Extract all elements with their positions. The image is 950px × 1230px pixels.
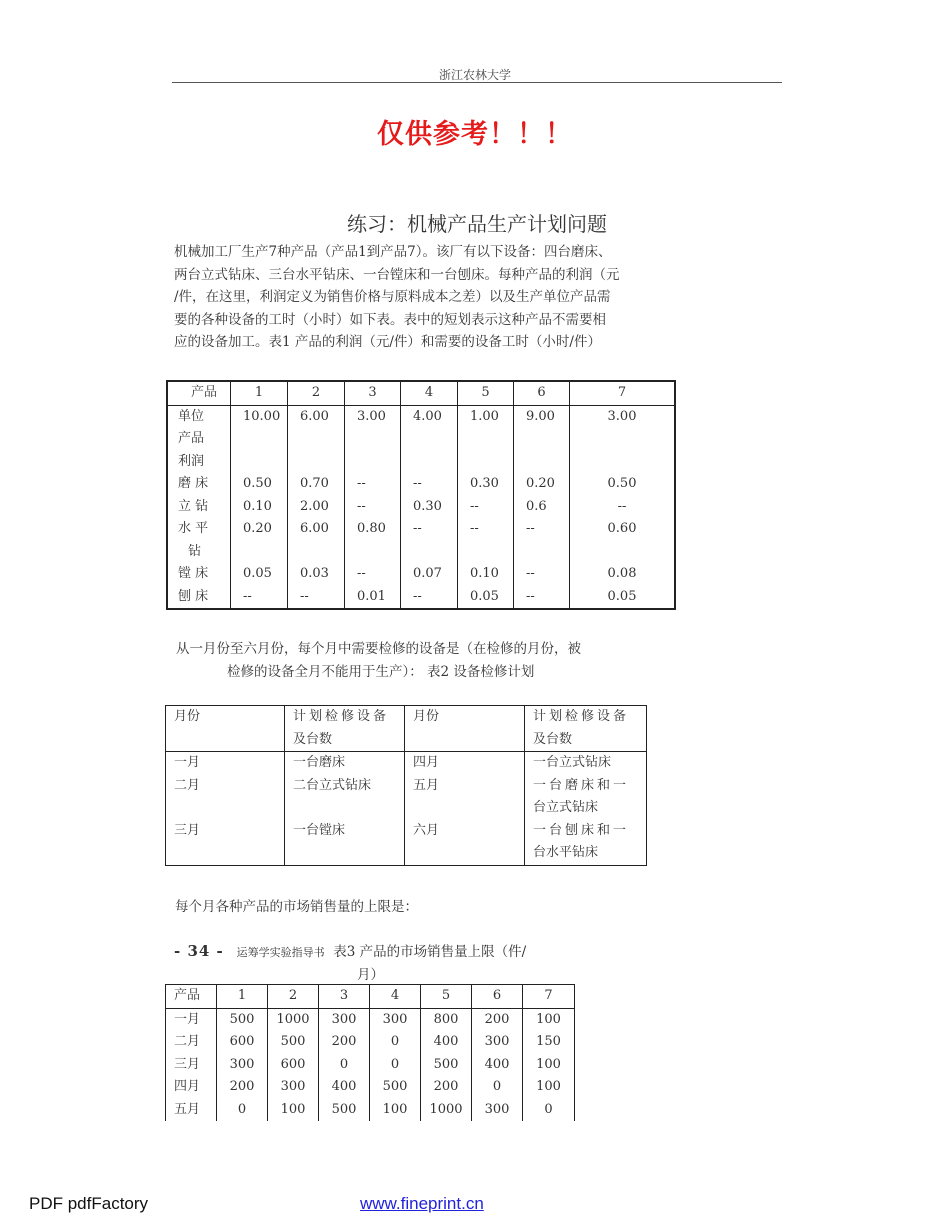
table-cell: 400: [421, 1031, 472, 1054]
table-cell: 六月: [405, 820, 525, 866]
table-cell: 三月: [174, 822, 201, 838]
page-number: - 34 -: [174, 942, 224, 960]
column-header: 月份: [405, 706, 525, 752]
table-cell: 500: [217, 1008, 268, 1031]
table-row: [166, 820, 647, 866]
table-cell: 0.20: [231, 518, 288, 563]
column-header: 3: [345, 381, 401, 405]
row-label: 镗 床: [178, 566, 209, 581]
table-cell: 0.05: [231, 563, 288, 586]
table-cell: 0: [370, 1054, 421, 1077]
table-row: [167, 496, 675, 519]
row-label: 二月: [174, 1034, 201, 1049]
column-header: 计划检修设备 及台数: [285, 706, 405, 752]
table-cell: --: [458, 496, 514, 519]
table-cell: 300: [217, 1054, 268, 1077]
column-header: 5: [421, 985, 472, 1009]
table-cell: 0.80: [345, 518, 401, 563]
table-cell: 一月: [174, 755, 201, 770]
table-cell: 100: [370, 1099, 421, 1122]
table-cell: --: [345, 473, 401, 496]
table-cell: 300: [472, 1031, 523, 1054]
column-header: 3: [319, 985, 370, 1009]
table-cell: 600: [268, 1054, 319, 1077]
table-cell: 2.00: [288, 496, 345, 519]
row-label: 立 钻: [178, 498, 209, 514]
table-cell: 1.00: [458, 405, 514, 473]
table-cell: 500: [370, 1076, 421, 1099]
table-cell: 6.00: [288, 518, 345, 563]
table-cell: 6.00: [288, 405, 345, 473]
table-cell: --: [458, 518, 514, 563]
table-cell: 一台磨床: [285, 752, 405, 775]
column-header: 计划检修设备 及台数: [525, 706, 647, 752]
table-cell: --: [401, 586, 458, 610]
column-header: 2: [268, 985, 319, 1009]
table-cell: 100: [268, 1099, 319, 1122]
column-header: 6: [514, 381, 570, 405]
table-cell: 0: [370, 1031, 421, 1054]
page-footer-line: [174, 940, 526, 960]
maintenance-text-line: 从一月份至六月份，每个月中需要检修的设备是（在检修的月份，被: [176, 641, 581, 657]
table-cell: --: [570, 496, 676, 519]
table-cell: 10.00: [231, 405, 288, 473]
table-cell: 0.01: [345, 586, 401, 610]
table-cell: 0.05: [458, 586, 514, 610]
table-cell: 4.00: [401, 405, 458, 473]
column-header: 2: [288, 381, 345, 405]
table-cell: 五月: [405, 775, 525, 820]
table-cell: 0: [217, 1099, 268, 1122]
table-row: [167, 518, 675, 563]
table-cell: 100: [523, 1076, 575, 1099]
table-cell: 1000: [421, 1099, 472, 1122]
intro-line: 两台立式钻床、三台水平钻床、一台镗床和一台刨床。每种产品的利润（元: [174, 266, 620, 283]
table-cell: 0.6: [514, 496, 570, 519]
profit-and-hours-table: [166, 380, 676, 610]
table-cell: 0.07: [401, 563, 458, 586]
sales-intro: 每个月各种产品的市场销售量的上限是：: [175, 899, 418, 915]
table-cell: 200: [319, 1031, 370, 1054]
table-cell: 一台立式钻床: [525, 752, 647, 775]
table-cell: 0.05: [570, 586, 676, 610]
intro-paragraph: [174, 241, 674, 354]
table-header-row: [167, 381, 675, 405]
table-cell: 300: [472, 1099, 523, 1122]
table-cell: 100: [523, 1008, 575, 1031]
table-cell: 400: [472, 1054, 523, 1077]
reference-notice: 仅供参考！！！: [377, 119, 573, 150]
table-cell: 0.03: [288, 563, 345, 586]
table-cell: 0.08: [570, 563, 676, 586]
table-cell: 500: [319, 1099, 370, 1122]
table-cell: --: [231, 586, 288, 610]
sales-limit-table: [165, 984, 575, 1121]
table-row: [166, 752, 647, 775]
maintenance-text-line: 检修的设备全月不能用于生产）： 表2 设备检修计划: [227, 664, 535, 680]
column-header: 4: [370, 985, 421, 1009]
table-row: [167, 405, 675, 473]
table-cell: 150: [523, 1031, 575, 1054]
table-row: [166, 1054, 575, 1077]
table-cell: --: [514, 563, 570, 586]
table-header-row: [166, 985, 575, 1009]
table-row: [167, 586, 675, 610]
page-header: 浙江农林大学: [438, 68, 511, 82]
table-cell: 1000: [268, 1008, 319, 1031]
table-cell: 300: [319, 1008, 370, 1031]
table-row: [166, 1031, 575, 1054]
table-cell: --: [288, 586, 345, 610]
table-cell: 0.30: [458, 473, 514, 496]
column-header: 7: [523, 985, 575, 1009]
table-cell: --: [514, 518, 570, 563]
table-row: [166, 1099, 575, 1122]
table-cell: --: [401, 473, 458, 496]
table-cell: 9.00: [514, 405, 570, 473]
table-cell: 500: [268, 1031, 319, 1054]
table-cell: 200: [421, 1076, 472, 1099]
column-header: 月份: [166, 706, 285, 752]
table-cell: 0.30: [401, 496, 458, 519]
table-cell: 300: [268, 1076, 319, 1099]
row-label: 一月: [174, 1011, 201, 1027]
header-divider: [172, 82, 782, 83]
table-cell: 0.60: [570, 518, 676, 563]
table-cell: 一台刨床和一 台水平钻床: [525, 820, 647, 866]
table-row: [167, 563, 675, 586]
column-header: 1: [231, 381, 288, 405]
table-cell: 0.10: [231, 496, 288, 519]
table-row: [166, 775, 647, 820]
table-cell: 800: [421, 1008, 472, 1031]
column-header: 6: [472, 985, 523, 1009]
table-cell: 300: [370, 1008, 421, 1031]
intro-line: 机械加工厂生产7种产品（产品1到产品7）。该厂有以下设备：四台磨床、: [174, 244, 612, 260]
table-row: [166, 1076, 575, 1099]
table-cell: 0: [319, 1054, 370, 1077]
intro-line: /件，在这里，利润定义为销售价格与原料成本之差）以及生产单位产品需: [174, 289, 611, 305]
table-cell: 500: [421, 1054, 472, 1077]
table-row: [166, 1008, 575, 1031]
row-label: 刨 床: [178, 588, 209, 604]
table-cell: 0.20: [514, 473, 570, 496]
fineprint-link[interactable]: www.fineprint.cn: [360, 1194, 484, 1213]
table-corner-cell: 产品: [167, 381, 231, 405]
table-cell: 0.50: [570, 473, 676, 496]
table-cell: --: [345, 496, 401, 519]
row-label: 五月: [174, 1101, 201, 1117]
row-label: 磨 床: [178, 476, 209, 491]
table-corner-cell: 产品: [166, 985, 217, 1009]
table-cell: 600: [217, 1031, 268, 1054]
table-row: [167, 473, 675, 496]
table-cell: 四月: [405, 752, 525, 775]
column-header: 5: [458, 381, 514, 405]
table-cell: 200: [217, 1076, 268, 1099]
column-header: 1: [217, 985, 268, 1009]
column-header: 7: [570, 381, 676, 405]
pdffactory-footer: PDF pdfFactory: [29, 1194, 149, 1213]
table-cell: --: [514, 586, 570, 610]
table-cell: 3.00: [570, 405, 676, 473]
table3-caption-continued: 月）: [357, 967, 384, 983]
table-cell: 100: [523, 1054, 575, 1077]
intro-line: 要的各种设备的工时（小时）如下表。表中的短划表示这种产品不需要相: [174, 311, 606, 328]
exercise-title: 练习：机械产品生产计划问题: [347, 212, 607, 236]
table-cell: 0.10: [458, 563, 514, 586]
table-cell: 一台镗床: [285, 820, 405, 866]
table-cell: 0: [523, 1099, 575, 1122]
maintenance-plan-table: [165, 705, 647, 866]
table-cell: --: [401, 518, 458, 563]
book-title: 运筹学实验指导书: [236, 946, 325, 959]
row-label: 单位 产品 利润: [178, 408, 205, 469]
row-label: 水 平 钻: [178, 521, 209, 559]
table-cell: 400: [319, 1076, 370, 1099]
table-cell: 二台立式钻床: [285, 775, 405, 820]
table3-caption: 表3 产品的市场销售量上限（件/: [333, 944, 527, 960]
table-cell: 0.50: [231, 473, 288, 496]
row-label: 三月: [174, 1056, 201, 1072]
column-header: 4: [401, 381, 458, 405]
table-cell: 一台磨床和一 台立式钻床: [525, 775, 647, 820]
table-cell: --: [345, 563, 401, 586]
table-cell: 0.70: [288, 473, 345, 496]
table-header-row: [166, 706, 647, 752]
row-label: 四月: [174, 1079, 201, 1094]
table-cell: 二月: [174, 777, 201, 793]
table-cell: 200: [472, 1008, 523, 1031]
table-cell: 0: [472, 1076, 523, 1099]
table-cell: 3.00: [345, 405, 401, 473]
intro-line: 应的设备加工。表1 产品的利润（元/件）和需要的设备工时（小时/件）: [174, 334, 601, 350]
